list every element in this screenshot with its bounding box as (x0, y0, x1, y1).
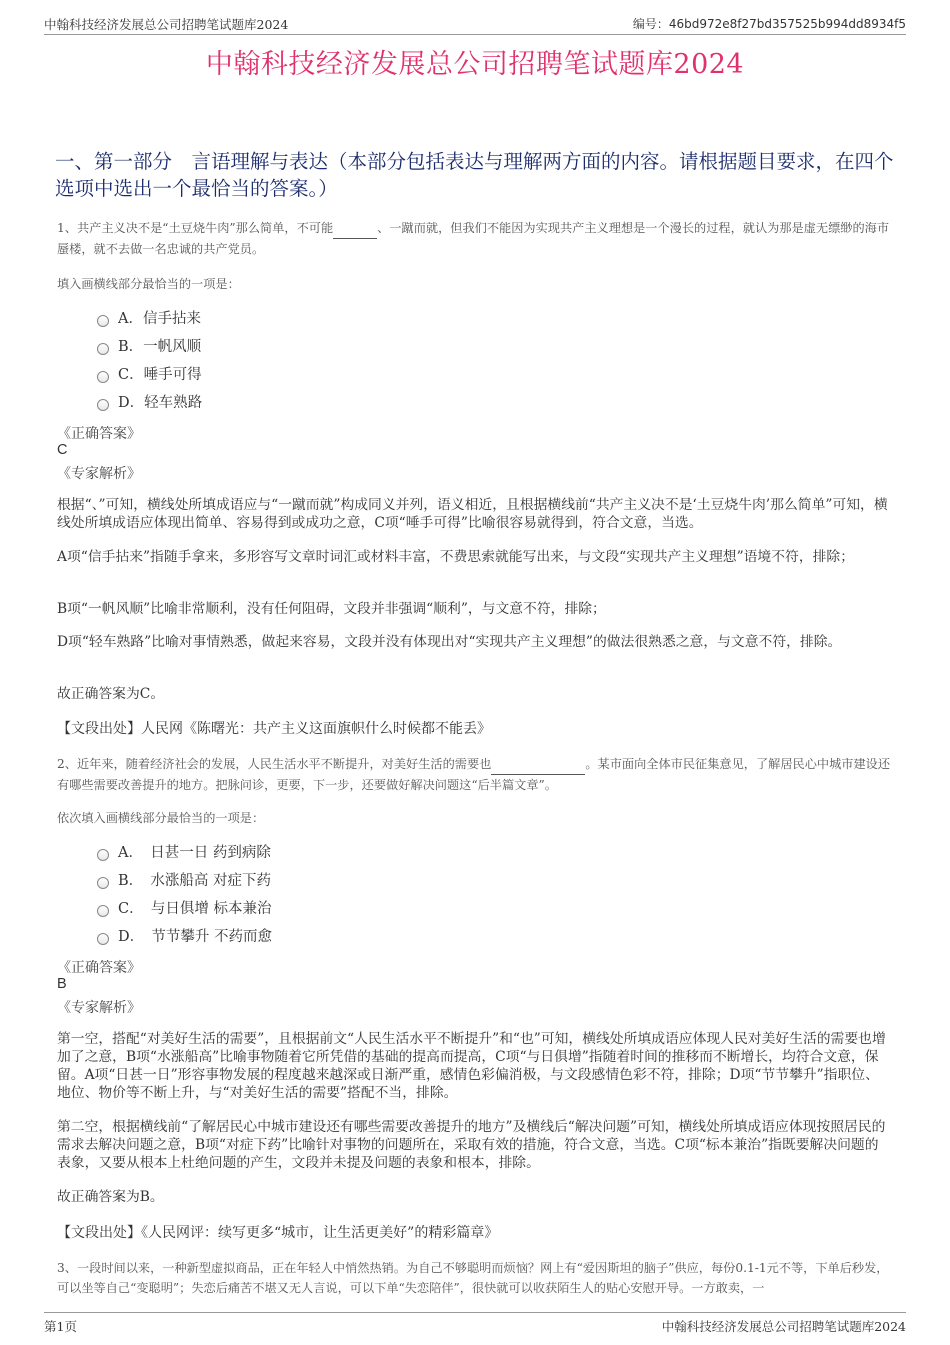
correct-answer-label: 《正确答案》 (57, 426, 141, 442)
question-2-option-c[interactable]: C． 与日俱增 标本兼治 (97, 899, 271, 919)
question-1-option-c[interactable]: C．唾手可得 (97, 365, 202, 385)
question-2-option-b[interactable]: B． 水涨船高 对症下药 (97, 871, 271, 891)
radio-button-icon[interactable] (97, 933, 109, 945)
correct-answer-label: 《正确答案》 (57, 960, 141, 976)
question-1-text: 1、共产主义决不是“土豆烧牛肉”那么简单，不可能 、一蹴而就，但我们不能因为实现共产主义理想是一个漫长的过程，就认为那是虚无缥缈的海市蜃楼，就不去做一名忠诚的共产党员。 (57, 218, 895, 259)
section-heading: 一、第一部分 言语理解与表达（本部分包括表达与理解两方面的内容。请根据题目要求，在四个选项中选出一个最恰当的答案。） (55, 150, 894, 200)
radio-button-icon[interactable] (97, 849, 109, 861)
question-2-text: 2、近年来，随着经济社会的发展，人民生活水平不断提升，对美好生活的需要也 。某市面向全体市民征集意见，了解居民心中城市建设还有哪些需要改善提升的地方。把脉问诊，更要，下一步，还要做好解决问题这“后半篇文章”。 (57, 754, 895, 795)
question-1-source: 【文段出处】人民网《陈曙光：共产主义这面旗帜什么时候都不能丢》 (57, 721, 491, 737)
radio-button-icon[interactable] (97, 905, 109, 917)
question-1-option-d[interactable]: D．轻车熟路 (97, 393, 202, 413)
question-3-text: 3、一段时间以来，一种新型虚拟商品，正在年轻人中悄然热销。为自己不够聪明而烦恼？网上有“爱因斯坦的脑子”供应，每份0.1-1元不等，下单后秒发，可以坐等自己“变聪明”；失恋后痛苦不堪又无人言说，可以下单“失恋陪伴”，很快就可以收获陌生人的贴心安慰开导。一方敢卖，一 (57, 1261, 889, 1295)
question-2-answer: B (57, 976, 67, 992)
question-2-blank (491, 754, 585, 775)
radio-button-icon[interactable] (97, 877, 109, 889)
question-1-analysis-3: B项“一帆风顺”比喻非常顺利，没有任何阻碍，文段并非强调“顺利”，与文意不符，排除； (57, 601, 606, 617)
radio-button-icon[interactable] (97, 371, 109, 383)
header-title: 中翰科技经济发展总公司招聘笔试题库2024 (44, 17, 289, 32)
question-1-analysis-1: 根据“、”可知，横线处所填成语应与“一蹴而就”构成同义并列，语义相近，且根据横线前“共产主义决不是‘土豆烧牛肉’那么简单”可知，横线处所填成语应体现出简单、容易得到或成功之意，C项“唾手可得”比喻很容易就得到，符合文意，当选。 (57, 497, 888, 531)
question-2-option-a[interactable]: A． 日甚一日 药到病除 (97, 843, 271, 863)
page-number: 第1页 (44, 1319, 77, 1334)
question-1-analysis-4: D项“轻车熟路”比喻对事情熟悉，做起来容易，文段并没有体现出对“实现共产主义理想”的做法很熟悉之意，与文意不符，排除。 (57, 634, 842, 650)
question-2-analysis-1: 第一空，搭配“对美好生活的需要”，且根据前文“人民生活水平不断提升”和“也”可知，横线处所填成语应体现人民对美好生活的需要也增加了之意，B项“水涨船高”比喻事物随着它所凭借的基础的提高而提高，C项“与日俱增”指随着时间的推移而不断增长，均符合文意，保留。A项“日甚一日”形容事物发展的程度越来越深或日渐严重，感情色彩偏消极，与文段感情色彩不符，排除；D项“节节攀升”指职位、地位、物价等不断上升，与“对美好生活的需要”搭配不当，排除。 (57, 1031, 886, 1101)
question-1-blank (333, 218, 377, 239)
footer-title: 中翰科技经济发展总公司招聘笔试题库2024 (661, 1319, 906, 1334)
question-1-analysis-2: A项“信手拈来”指随手拿来，多形容写文章时词汇或材料丰富，不费思索就能写出来，与文段“实现共产主义理想”语境不符，排除； (57, 549, 855, 565)
expert-analysis-label: 《专家解析》 (57, 466, 141, 482)
question-1-prompt: 填入画横线部分最恰当的一项是： (57, 277, 240, 291)
question-2-analysis-2: 第二空，根据横线前“了解居民心中城市建设还有哪些需要改善提升的地方”及横线后“解决问题”可知，横线处所填成语应体现按照居民的需求去解决问题之意，B项“对症下药”比喻针对事物的问题所在，采取有效的措施，符合文意，当选。C项“标本兼治”指既要解决问题的表象，又要从根本上杜绝问题的产生，文段并未提及问题的表象和根本，排除。 (57, 1119, 886, 1171)
question-1-option-b[interactable]: B．一帆风顺 (97, 337, 201, 357)
header-doc-id: 编号：46bd972e8f27bd357525b994dd8934f5 (632, 17, 906, 31)
question-2-conclusion: 故正确答案为B。 (57, 1189, 164, 1205)
question-2-source: 【文段出处】《人民网评：续写更多“城市，让生活更美好”的精彩篇章》 (57, 1225, 499, 1241)
radio-button-icon[interactable] (97, 399, 109, 411)
question-1-option-a[interactable]: A．信手拈来 (97, 309, 201, 329)
page-header (44, 12, 906, 35)
radio-button-icon[interactable] (97, 315, 109, 327)
expert-analysis-label: 《专家解析》 (57, 1000, 141, 1016)
question-1-conclusion: 故正确答案为C。 (57, 686, 165, 702)
document-title: 中翰科技经济发展总公司招聘笔试题库2024 (205, 49, 745, 80)
radio-button-icon[interactable] (97, 343, 109, 355)
question-2-prompt: 依次填入画横线部分最恰当的一项是： (57, 811, 265, 825)
question-1-answer: C (57, 442, 68, 458)
question-2-option-d[interactable]: D． 节节攀升 不药而愈 (97, 927, 272, 947)
page-footer (44, 1312, 906, 1335)
